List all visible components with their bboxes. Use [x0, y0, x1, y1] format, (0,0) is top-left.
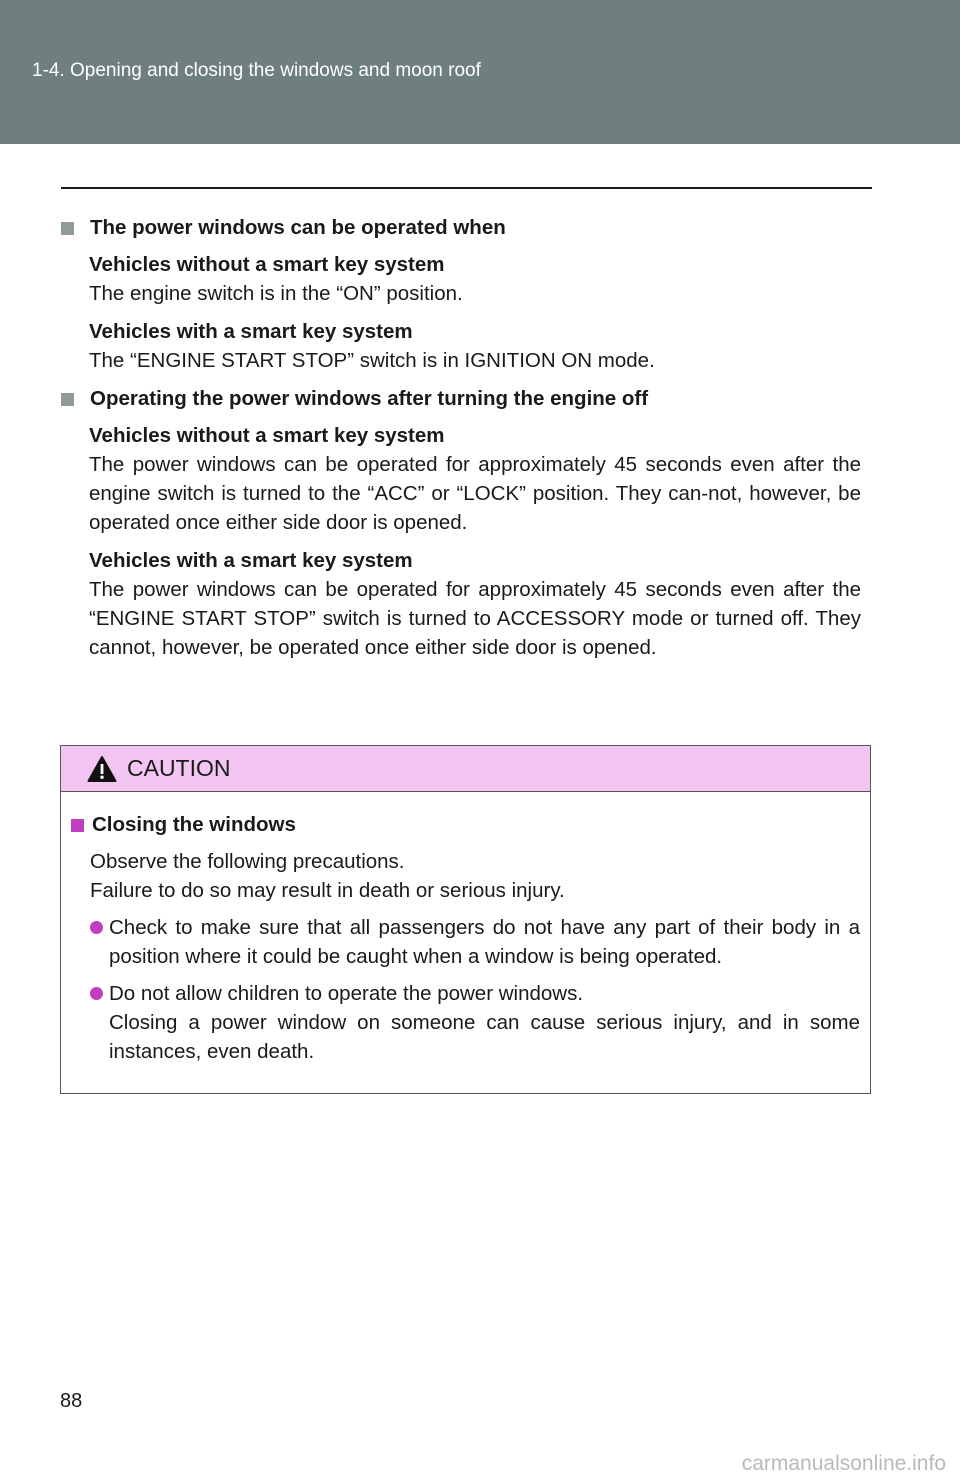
subsection-title: Vehicles with a smart key system [89, 320, 413, 343]
circle-bullet-icon [90, 987, 103, 1000]
subsection [89, 317, 861, 375]
section-heading: Operating the power windows after turning the engine off [61, 384, 861, 413]
top-rule [61, 187, 872, 189]
caution-body [61, 792, 870, 1066]
caution-intro: Observe the following precautions. Failure to do so may result in death or serious injury. [90, 850, 565, 902]
subsection-title: Vehicles without a smart key system [89, 424, 445, 447]
section-header-title: 1-4. Opening and closing the windows and moon roof [32, 60, 481, 81]
warning-triangle-icon [87, 755, 117, 783]
subsection-text: The power windows can be operated for approximately 45 seconds even after the engine switch is turned to the “ACC” or “LOCK” position. They can-not, however, be operated once either side door is opened. [89, 453, 861, 534]
subsection-text: The engine switch is in the “ON” position. [89, 282, 463, 305]
circle-bullet-icon [90, 921, 103, 934]
subsection-text: The power windows can be operated for approximately 45 seconds even after the “ENGINE START STOP” switch is turned to ACCESSORY mode or turned off. They cannot, however, be operated once either side door is opened. [89, 578, 861, 659]
header-band [0, 0, 960, 144]
main-content [61, 213, 861, 671]
subsection-title: Vehicles without a smart key system [89, 253, 445, 276]
subsection [89, 250, 861, 308]
square-bullet-icon [61, 393, 74, 406]
caution-label: CAUTION [127, 755, 231, 781]
subsection-text: The “ENGINE START STOP” switch is in IGNITION ON mode. [89, 349, 655, 372]
subsection-title: Vehicles with a smart key system [89, 549, 413, 572]
subsection [89, 546, 861, 662]
square-bullet-icon [71, 819, 84, 832]
caution-heading: Closing the windows [71, 810, 860, 839]
caution-bullet: Do not allow children to operate the power windows. Closing a power window on someone can cause serious injury, and in some instances, even death. [90, 979, 860, 1066]
caution-bullet: Check to make sure that all passengers do not have any part of their body in a position where it could be caught when a window is being operated. [90, 913, 860, 971]
caution-header [61, 746, 870, 792]
page-number: 88 [60, 1390, 83, 1412]
subsection [89, 421, 861, 537]
section-heading: The power windows can be operated when [61, 213, 861, 242]
caution-box [60, 745, 871, 1094]
watermark: carmanualsonline.info [741, 1452, 946, 1475]
square-bullet-icon [61, 222, 74, 235]
